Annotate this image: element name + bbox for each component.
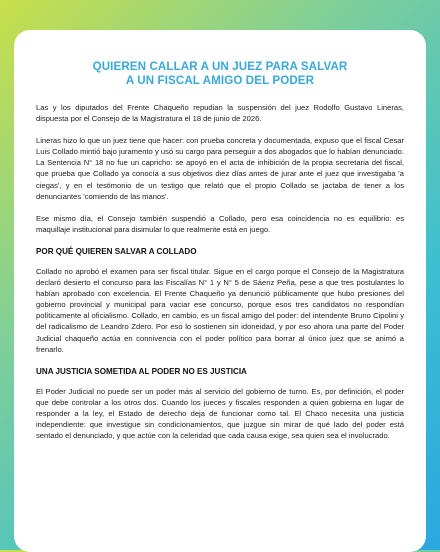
title-line-1: QUIEREN CALLAR A UN JUEZ PARA SALVAR [92, 60, 348, 73]
statement-card [14, 30, 426, 552]
paragraph-lineras: Lineras hizo lo que un juez tiene que hacer: con prueba concreta y documentada, expuso que el fiscal Cesar Luis Collado mintió bajo juramento y usó su cargo para perseguir a dos abogados que lo habían denunciado. La Sentencia N° 18 no fue un capricho: se apoyó en el acta de inhibición de la propia secretaria del fiscal, que prueba que Collado ya conocía a sus objetivos diez días antes de jurar ante el juez que investigaba 'a ciegas', y en el testimonio de un testigo que relató que el propio Collado se jactaba de tener a los denunciantes 'comiendo de las manos'. [36, 136, 404, 201]
paragraph-suspension: Ese mismo día, el Consejo también suspendió a Collado, pero esa coincidencia no es equilibrio: es maquillaje institucional para disimular lo que realmente está en juego. [36, 213, 404, 234]
page-title [36, 60, 404, 88]
section-heading-collado: POR QUÉ QUIEREN SALVAR A COLLADO [36, 246, 197, 256]
title-line-2: A UN FISCAL AMIGO DEL PODER [125, 74, 315, 87]
paragraph-collado: Collado no aprobó el examen para ser fiscal titular. Sigue en el cargo porque el Consejo de la Magistratura declaró desierto el concurso para las Fiscalías N° 1 y N° 5 de Sáenz Peña, pese a que tres postulantes lo habían aprobado con excelencia. El Frente Chaqueño ya denunció públicamente que hubo presiones del gobierno provincial y municipal para vaciar ese concurso, porque esos tres candidatos no respondían políticamente al oficialismo. Collado, en cambio, es un fiscal amigo del poder: del intendente Bruno Cipolini y del radicalismo de Leandro Zdero. Por eso lo sostienen sin idoneidad, y por eso ahora una parte del Poder Judicial chaqueño actúa en connivencia con el poder político para borrar al único juez que se animó a frenarlo. [36, 266, 404, 354]
paragraph-intro: Las y los diputados del Frente Chaqueño repudian la suspensión del juez Rodolfo Gustavo Lineras, dispuesta por el Consejo de la Magistratura el 18 de junio de 2026. [36, 103, 404, 124]
section-heading-justicia: UNA JUSTICIA SOMETIDA AL PODER NO ES JUSTICIA [36, 366, 247, 376]
paragraph-justicia: El Poder Judicial no puede ser un poder más al servicio del gobierno de turno. Es, por definición, el poder que debe controlar a los otros dos. Cuando los jueces y fiscales responden a quien gobierna en lugar de responder a la ley, el Estado de derecho deja de funcionar como tal. El Chaco necesita una justicia independiente: que investigue sin condicionamientos, que juzgue sin mirar de qué lado del poder está sentado el denunciado, y que actúe con la celeridad que cada causa exige, sea quien sea el involucrado. [36, 386, 404, 441]
